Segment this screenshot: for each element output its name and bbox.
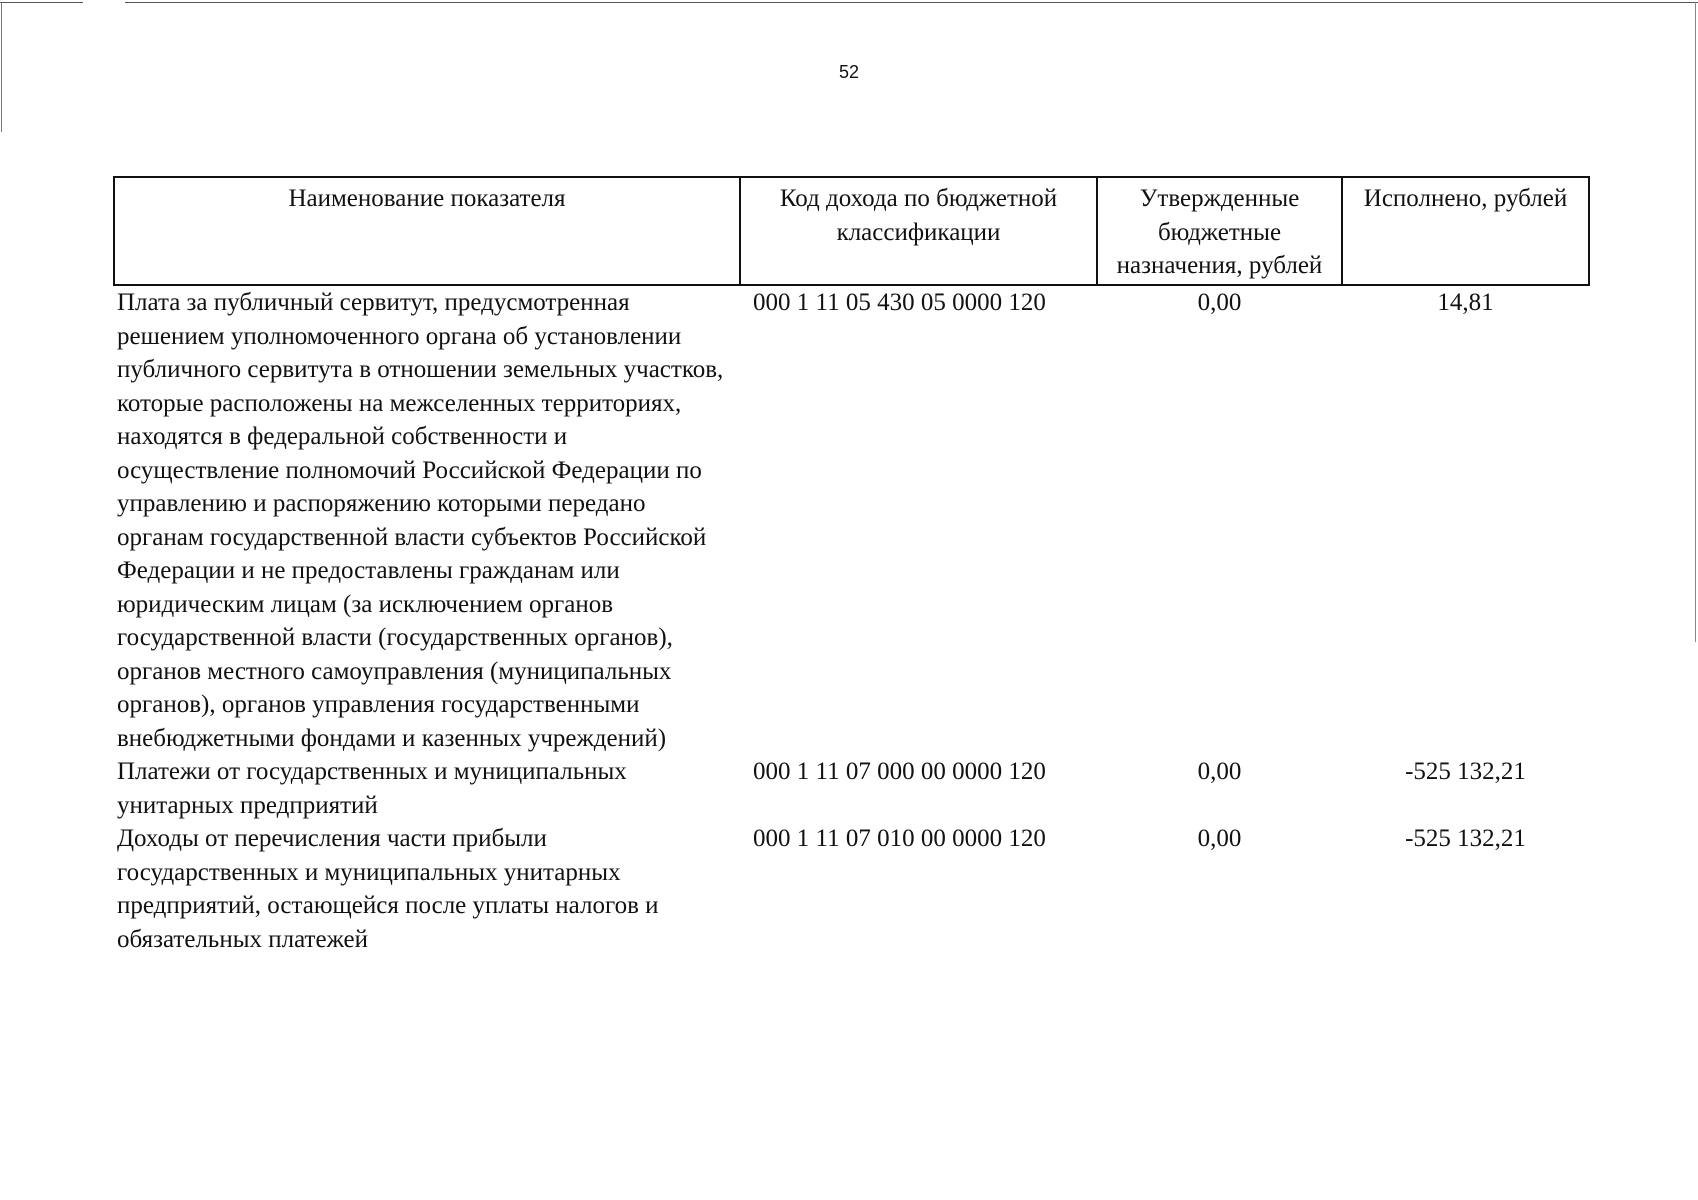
income-code-cell: 000 1 11 05 430 05 0000 120: [753, 289, 1046, 316]
indicator-name-cell: Платежи от государственных и муниципальных унитарных предприятий: [117, 758, 627, 819]
income-code-cell: 000 1 11 07 010 00 0000 120: [753, 825, 1046, 852]
approved-amount-cell: 0,00: [1197, 289, 1242, 316]
income-code-cell: 000 1 11 07 000 00 0000 120: [753, 758, 1046, 785]
header-indicator-name: Наименование показателя: [114, 177, 740, 285]
table-header-row: [114, 177, 1589, 285]
approved-amount-cell: 0,00: [1197, 758, 1242, 785]
page-number: 52: [838, 62, 860, 82]
indicator-name-cell: Плата за публичный сервитут, предусмотренная решением уполномоченного органа об установлении публичного сервитута в отношении земельных участков, которые расположены на межселенных территориях, находятся в федеральной собственности и осуществление полномочий Российской Федерации по управлению и распоряжению которыми передано органам государственной власти субъектов Российской Федерации и не предоставлены гражданам или юридическим лицам (за исключением органов государственной власти (государственных органов), органов местного самоуправления (муниципальных органов), органов управления государственными внебюджетными фондами и казенных учреждений): [117, 289, 724, 752]
scan-border-top: [125, 2, 1698, 3]
header-income-code: Код дохода по бюджетной классификации: [740, 177, 1097, 285]
table-row: [114, 285, 1589, 755]
scan-border-top-left: [0, 2, 83, 3]
budget-income-table: [113, 176, 1590, 956]
table-row: [114, 755, 1589, 822]
executed-amount-cell: 14,81: [1437, 289, 1494, 316]
table-row: [114, 822, 1589, 956]
header-approved-budget: Утвержденные бюджетные назначения, рублей: [1097, 177, 1342, 285]
scan-border-right: [1695, 2, 1696, 642]
indicator-name-cell: Доходы от перечисления части прибыли государственных и муниципальных унитарных предприятий, остающейся после уплаты налогов и обязательных платежей: [117, 825, 659, 953]
executed-amount-cell: -525 132,21: [1405, 825, 1526, 852]
executed-amount-cell: -525 132,21: [1405, 758, 1526, 785]
header-executed: Исполнено, рублей: [1342, 177, 1589, 285]
approved-amount-cell: 0,00: [1197, 825, 1242, 852]
